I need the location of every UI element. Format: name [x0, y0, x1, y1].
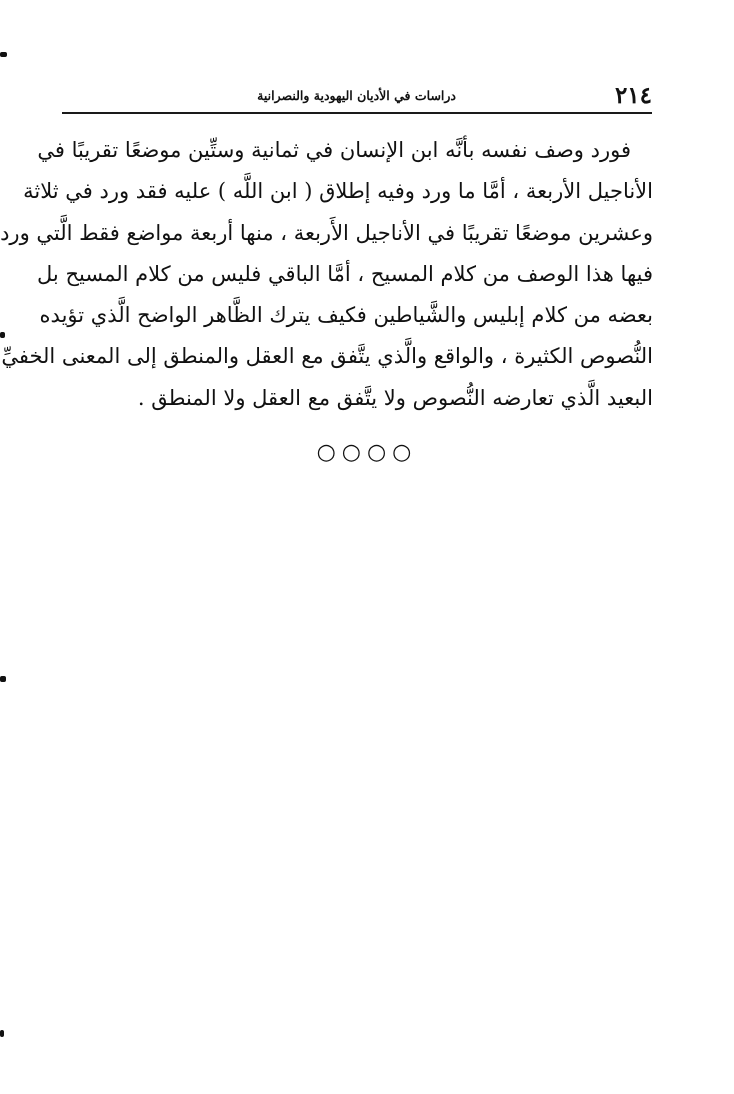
text-line: البعيد الَّذي تعارضه النُّصوص ولا يتَّفق مع العقل ولا المنطق .: [137, 385, 653, 410]
header-rule: [62, 112, 652, 114]
binding-mark-top: [0, 52, 7, 57]
body-paragraph: [0, 130, 653, 419]
running-title: دراسات في الأديان اليهودية والنصرانية: [257, 88, 456, 103]
text-line: فورد وصف نفسه بأنَّه ابن الإنسان في ثمانية وستِّين موضعًا تقريبًا في: [37, 138, 631, 162]
binding-mark-lower: [0, 676, 6, 682]
section-separator: ○○○○: [316, 440, 418, 465]
text-line: وعشرين موضعًا تقريبًا في الأناجيل الأَربعة ، منها أربعة مواضع فقط الَّتي ورد: [0, 220, 653, 245]
text-line: النُّصوص الكثيرة ، والواقع والَّذي يتَّفق مع العقل والمنطق إلى المعنى الخفيِّ: [1, 344, 653, 369]
text-line: الأناجيل الأربعة ، أمَّا ما ورد وفيه إطلاق ( ابن اللَّه ) عليه فقد ورد في ثلاثة: [23, 179, 653, 204]
page-number: ٢١٤: [614, 82, 652, 109]
text-line: بعضه من كلام إبليس والشَّياطين فكيف يترك الظَّاهر الواضح الَّذي تؤيده: [39, 303, 653, 328]
text-line: فيها هذا الوصف من كلام المسيح ، أمَّا الباقي فليس من كلام المسيح بل: [37, 261, 653, 286]
page-header: [62, 78, 652, 114]
binding-mark-bottom: [0, 1030, 4, 1037]
